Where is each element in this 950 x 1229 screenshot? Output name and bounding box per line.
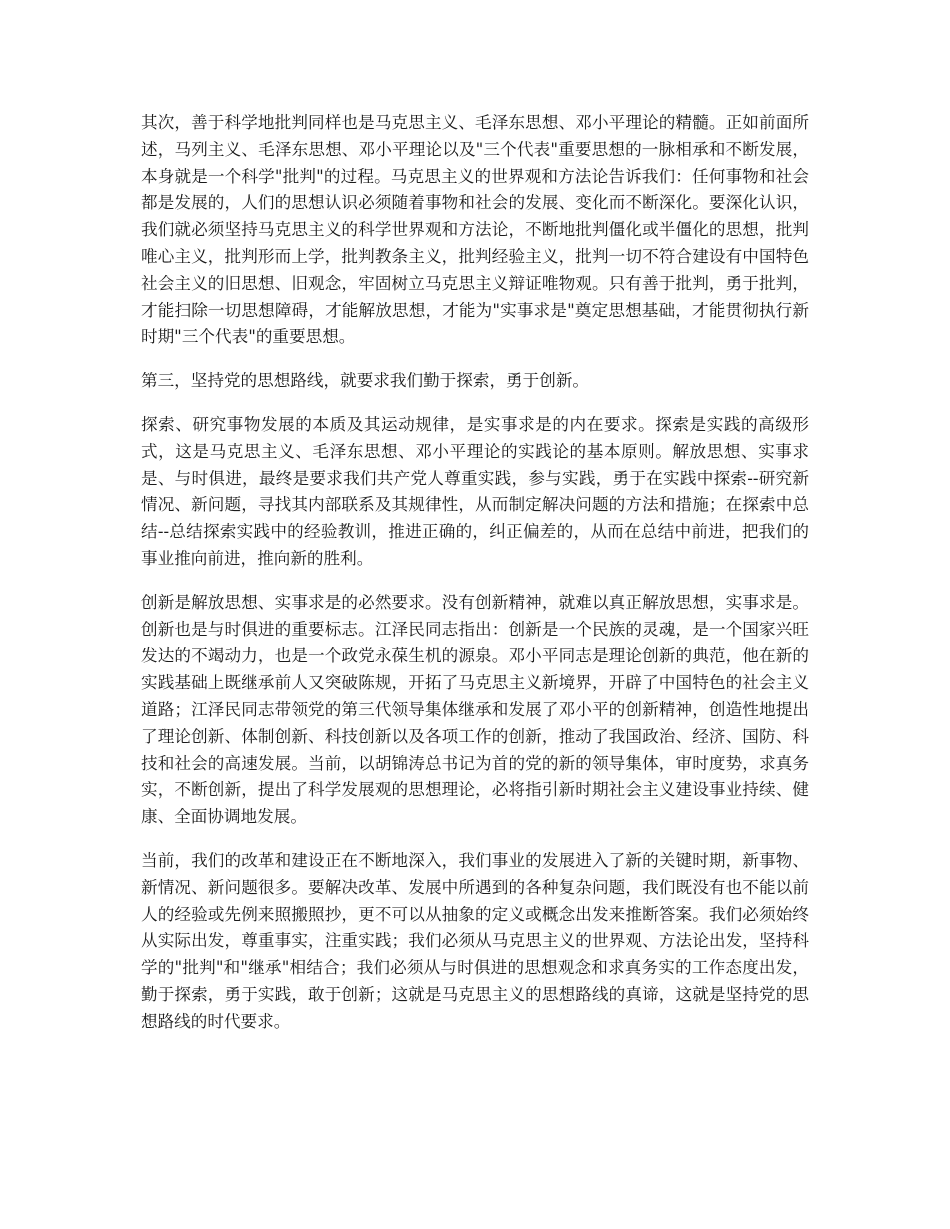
paragraph-exploration: 探索、研究事物发展的本质及其运动规律，是实事求是的内在要求。探索是实践的高级形式，这是马克思主义、毛泽东思想、邓小平理论的实践论的基本原则。解放思想、实事求是、与时俱进，最终是要求我们共产党人尊重实践，参与实践，勇于在实践中探索--研究新情况、新问题，寻找其内部联系及其规律性，从而制定解决问题的方法和措施；在探索中总结--总结探索实践中的经验教训，推进正确的，纠正偏差的，从而在总结中前进，把我们的事业推向前进，推向新的胜利。 bbox=[141, 414, 809, 568]
document-body bbox=[141, 110, 809, 1053]
paragraph-current-situation: 当前，我们的改革和建设正在不断地深入，我们事业的发展进入了新的关键时期，新事物、新情况、新问题很多。要解决改革、发展中所遇到的各种复杂问题，我们既没有也不能以前人的经验或先例来照搬照抄，更不可以从抽象的定义或概念出发来推断答案。我们必须始终从实际出发，尊重事实，注重实践；我们必须从马克思主义的世界观、方法论出发，坚持科学的"批判"和"继承"相结合；我们必须从与时俱进的思想观念和求真务实的工作态度出发，勤于探索，勇于实践，敢于创新；这就是马克思主义的思想路线的真谛，这就是坚持党的思想路线的时代要求。 bbox=[141, 850, 809, 1031]
paragraph-third-point: 第三，坚持党的思想路线，就要求我们勤于探索，勇于创新。 bbox=[141, 371, 590, 391]
paragraph-criticism: 其次，善于科学地批判同样也是马克思主义、毛泽东思想、邓小平理论的精髓。正如前面所述，马列主义、毛泽东思想、邓小平理论以及"三个代表"重要思想的一脉相承和不断发展，本身就是一个科学"批判"的过程。马克思主义的世界观和方法论告诉我们：任何事物和社会都是发展的，人们的思想认识必须随着事物和社会的发展、变化而不断深化。要深化认识，我们就必须坚持马克思主义的科学世界观和方法论，不断地批判僵化或半僵化的思想，批判唯心主义，批判形而上学，批判教条主义，批判经验主义，批判一切不符合建设有中国特色社会主义的旧思想、旧观念，牢固树立马克思主义辩证唯物观。只有善于批判，勇于批判，才能扫除一切思想障碍，才能解放思想，才能为"实事求是"奠定思想基础，才能贯彻执行新时期"三个代表"的重要思想。 bbox=[141, 113, 809, 347]
paragraph-innovation: 创新是解放思想、实事求是的必然要求。没有创新精神，就难以真正解放思想，实事求是。创新也是与时俱进的重要标志。江泽民同志指出：创新是一个民族的灵魂，是一个国家兴旺发达的不竭动力，也是一个政党永葆生机的源泉。邓小平同志是理论创新的典范，他在新的实践基础上既继承前人又突破陈规，开拓了马克思主义新境界，开辟了中国特色的社会主义道路；江泽民同志带领党的第三代领导集体继承和发展了邓小平的创新精神，创造性地提出了理论创新、体制创新、科技创新以及各项工作的创新，推动了我国政治、经济、国防、科技和社会的高速发展。当前，以胡锦涛总书记为首的党的新的领导集体，审时度势，求真务实，不断创新，提出了科学发展观的思想理论，必将指引新时期社会主义建设事业持续、健康、全面协调地发展。 bbox=[141, 592, 809, 827]
